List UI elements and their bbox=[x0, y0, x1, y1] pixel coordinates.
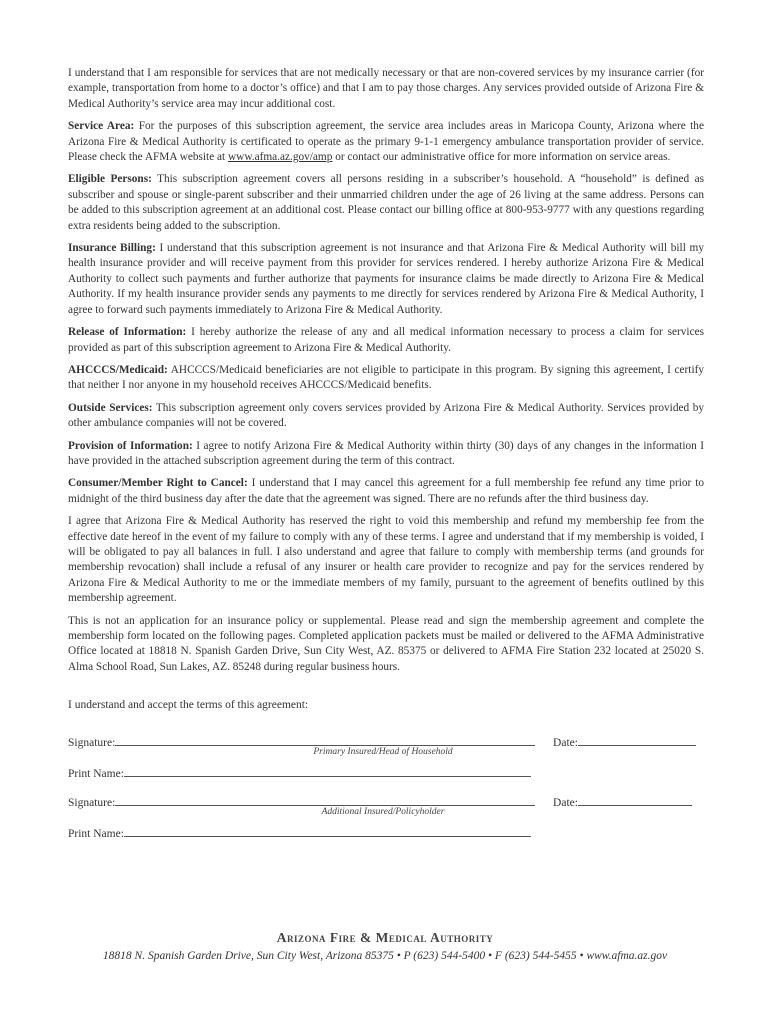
eligible-persons-text: This subscription agreement covers all persons residing in a subscriber’s household. A “household” is defined as subscriber and spouse or single-parent subscriber and their unmarried children under the age of 26 living at the same address. Persons can be added to this subscription agreement at an additional cost. Please contact our billing office at 800-953-9777 with any questions regarding extra residents being added to the subscription. bbox=[68, 173, 704, 232]
insurance-billing-text: I understand that this subscription agreement is not insurance and that Arizona Fire & Medical Authority will bill my health insurance provider and will receive payment from this provider for services rendered. I hereby authorize Arizona Fire & Medical Authority to collect such payments and further authorize that payments for insurance claims be made directly to Arizona Fire & Medical Authority. If my health insurance provider sends any payments to me directly for services rendered by Arizona Fire & Medical Authority, I agree to forward such payments immediately to Arizona Fire & Medical Authority. bbox=[68, 242, 704, 316]
primary-signature-caption: Primary Insured/Head of Household bbox=[313, 747, 453, 758]
organization-name: Arizona Fire & Medical Authority bbox=[276, 930, 494, 945]
not-insurance-text: This is not an application for an insurance policy or supplemental. Please read and sign the membership agreement and complete the membership form located on the following pages. Completed application packets must be mailed or delivered to the AFMA Administrative Office located at 18818 N. Spanish Garden Drive, Sun City West, AZ. 85375 or delivered to AFMA Fire Station 232 located at 25020 S. Alma School Road, Sun Lakes, AZ. 85248 during regular business hours. bbox=[68, 614, 704, 673]
primary-signature-label: Signature: bbox=[68, 737, 116, 750]
eligible-persons-label: Eligible Persons: bbox=[68, 173, 152, 186]
service-area-text-end: or contact our administrative office for more information on service areas. bbox=[332, 151, 671, 164]
release-information-label: Release of Information: bbox=[68, 326, 187, 339]
primary-date-line[interactable] bbox=[578, 733, 696, 746]
provision-information-text: I agree to notify Arizona Fire & Medical Authority within thirty (30) days of any changes in the information I have provided in the attached subscription agreement during the term of this contract. bbox=[68, 439, 704, 467]
void-membership-paragraph bbox=[68, 514, 704, 606]
service-area-paragraph bbox=[68, 119, 704, 165]
service-area-text: For the purposes of this subscription agreement, the service area includes areas in Maricopa County, Arizona where the Arizona Fire & Medical Authority is certificated to operate as the primary 9-1-1 emergency ambulance transportation provider of service. Please check the AFMA website at bbox=[68, 120, 704, 164]
additional-print-name-line[interactable] bbox=[124, 824, 531, 837]
additional-signature-block bbox=[68, 793, 704, 853]
agreement-body bbox=[68, 66, 704, 853]
release-information-text: I hereby authorize the release of any and all medical information necessary to process a claim for services provided as part of this subscription agreement to Arizona Fire & Medical Authority. bbox=[68, 326, 704, 354]
responsibility-paragraph bbox=[68, 66, 704, 112]
additional-signature-caption: Additional Insured/Policyholder bbox=[321, 807, 445, 818]
outside-services-label: Outside Services: bbox=[68, 401, 153, 414]
right-to-cancel-text: I understand that I may cancel this agreement for a full membership fee refund any time prior to midnight of the third business day after the date that the agreement was signed. There are no refunds after the third business day. bbox=[68, 477, 705, 505]
provision-information-paragraph bbox=[68, 439, 704, 470]
organization-address: 18818 N. Spanish Garden Drive, Sun City West, Arizona 85375 • P (623) 544-5400 • F (623) 544-5455 • www.afma.az.gov bbox=[102, 950, 668, 962]
right-to-cancel-label: Consumer/Member Right to Cancel: bbox=[68, 477, 248, 490]
accept-terms-text: I understand and accept the terms of this agreement: bbox=[68, 699, 309, 712]
afma-website-link[interactable]: www.afma.az.gov/amp bbox=[228, 151, 333, 164]
provision-information-label: Provision of Information: bbox=[68, 439, 193, 452]
insurance-billing-label: Insurance Billing: bbox=[68, 242, 156, 255]
outside-services-paragraph bbox=[68, 401, 704, 432]
ahcccs-paragraph bbox=[68, 363, 704, 394]
primary-signature-line[interactable] bbox=[115, 733, 535, 746]
additional-date-label: Date: bbox=[553, 797, 578, 810]
responsibility-text: I understand that I am responsible for services that are not medically necessary or that are non-covered services by my insurance carrier (for example, transportation from home to a doctor’s office) and that I am to pay those charges. Any services provided outside of Arizona Fire & Medical Authority’s service area may incur additional cost. bbox=[68, 67, 704, 110]
primary-date-label: Date: bbox=[553, 737, 578, 750]
eligible-persons-paragraph bbox=[68, 172, 704, 234]
right-to-cancel-paragraph bbox=[68, 476, 704, 507]
not-insurance-paragraph bbox=[68, 614, 704, 676]
release-information-paragraph bbox=[68, 325, 704, 356]
ahcccs-label: AHCCCS/Medicaid: bbox=[68, 363, 168, 376]
service-area-label: Service Area: bbox=[68, 120, 135, 133]
additional-date-line[interactable] bbox=[578, 793, 692, 806]
additional-print-name-label: Print Name: bbox=[68, 828, 124, 841]
primary-print-name-label: Print Name: bbox=[68, 768, 124, 781]
insurance-billing-paragraph bbox=[68, 241, 704, 318]
additional-signature-label: Signature: bbox=[68, 797, 116, 810]
void-membership-text: I agree that Arizona Fire & Medical Authority has reserved the right to void this membership and refund my membership fee from the effective date hereof in the event of my failure to comply with any of these terms. I agree and understand that if my membership is voided, I will be obligated to pay all balances in full. I also understand and agree that failure to comply with membership terms (and grounds for membership revocation) shall include a refusal of any insurer or health care provider to recognize and pay for the services rendered by Arizona Fire & Medical Authority to me or the immediate members of my family, pursuant to the agreement of benefits outlined by this membership agreement. bbox=[68, 515, 704, 605]
additional-signature-line[interactable] bbox=[115, 793, 535, 806]
primary-print-name-line[interactable] bbox=[124, 764, 531, 777]
outside-services-text: This subscription agreement only covers services provided by Arizona Fire & Medical Authority. Services provided by other ambulance companies will not be covered. bbox=[68, 401, 704, 430]
ahcccs-text: AHCCCS/Medicaid beneficiaries are not eligible to participate in this program. By signing this agreement, I certify that neither I nor anyone in my household receives AHCCCS/Medicaid benefits. bbox=[68, 363, 704, 392]
primary-signature-block bbox=[68, 733, 704, 793]
